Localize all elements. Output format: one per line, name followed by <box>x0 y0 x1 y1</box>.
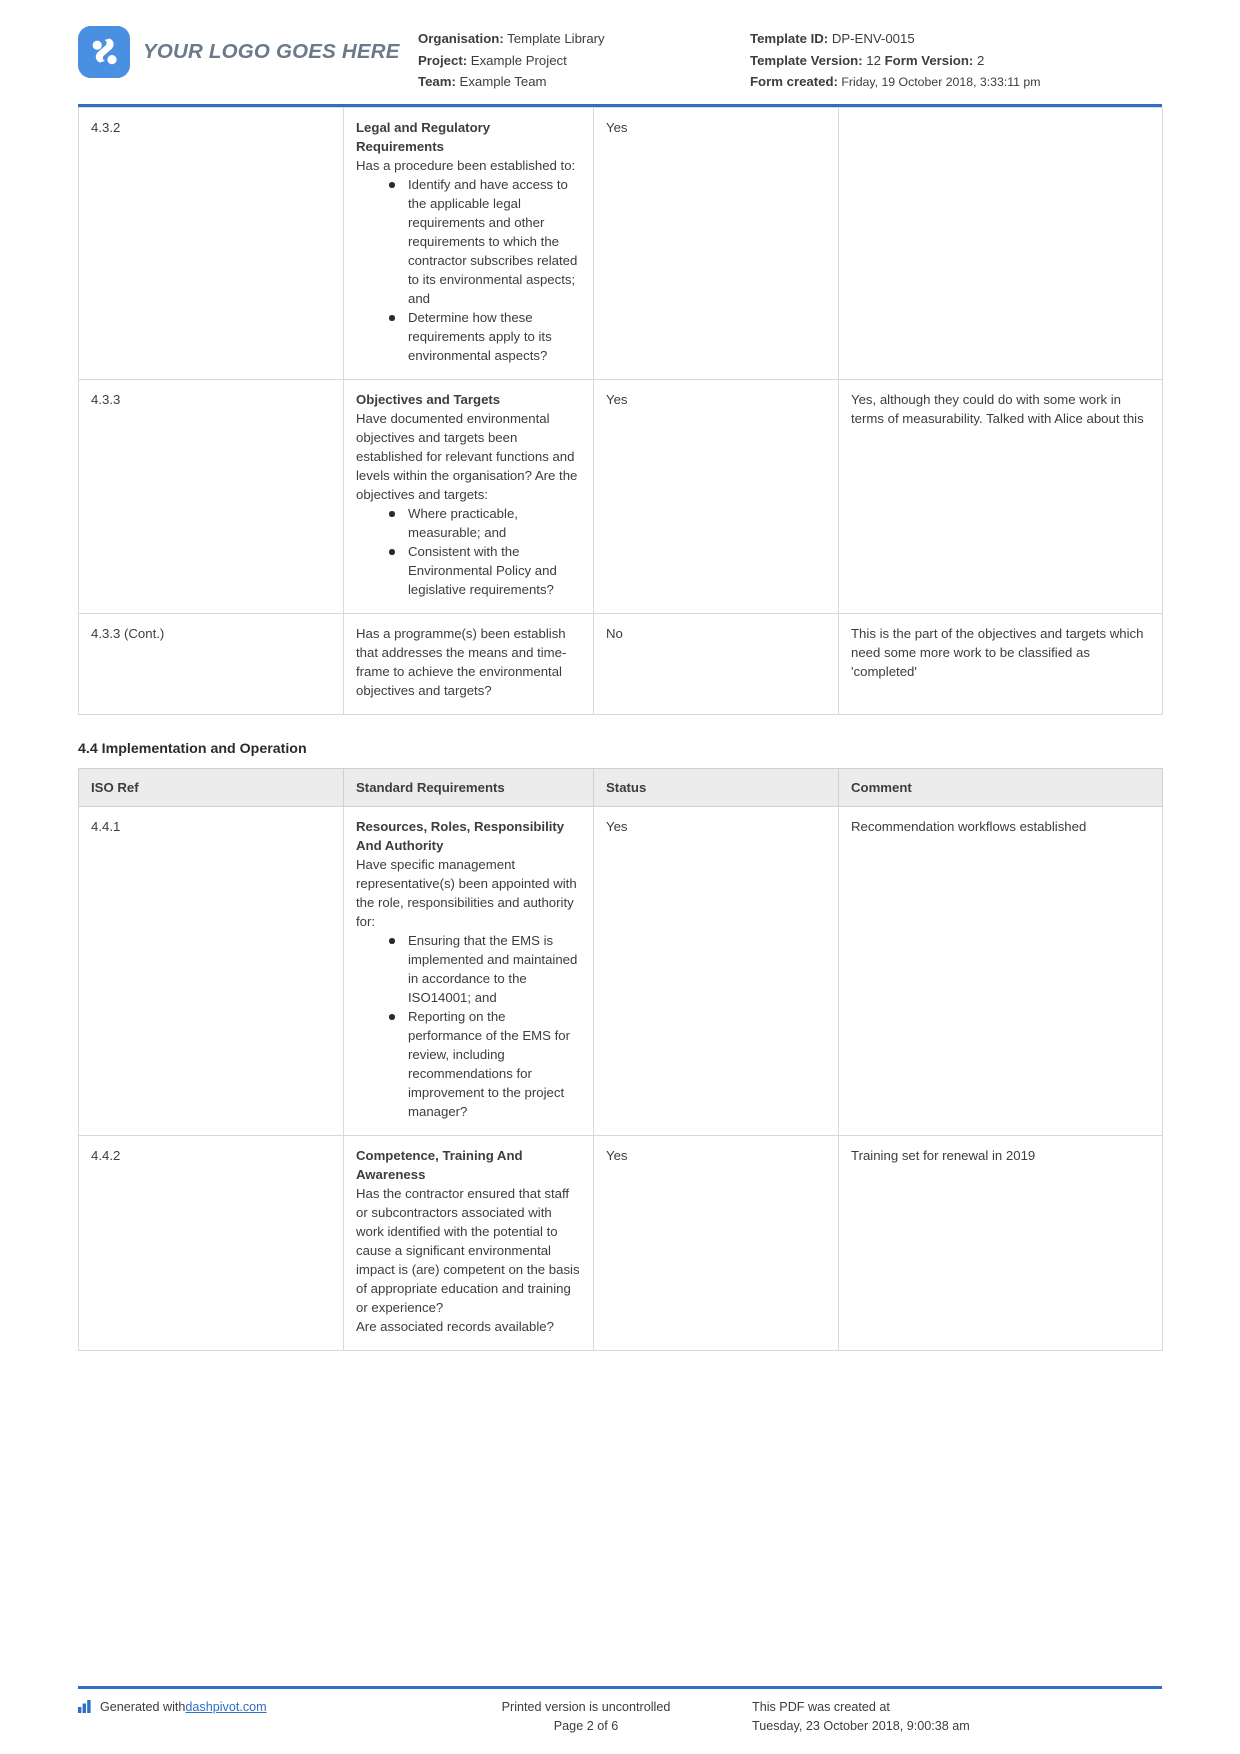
cell-comment: Yes, although they could do with some work in terms of measurability. Talked with Alice about this <box>839 379 1163 613</box>
cell-iso-ref: 4.3.2 <box>79 107 344 379</box>
list-item: Reporting on the performance of the EMS for review, including recommendations for improvement to the project manager? <box>408 1007 581 1121</box>
requirement-intro: Has the contractor ensured that staff or subcontractors associated with work identified with the potential to cause a significant environmental impact is (are) competent on the basis of appropriate education and training or experience? <box>356 1185 580 1315</box>
form-created-value: Friday, 19 October 2018, 3:33:11 pm <box>837 75 1041 89</box>
cell-status: No <box>594 613 839 714</box>
cell-status: Yes <box>594 107 839 379</box>
header-meta-right <box>750 18 1162 94</box>
checklist-table-4-4 <box>78 768 1163 1351</box>
table-row <box>79 1135 1163 1350</box>
footer-generated-with <box>78 1698 420 1736</box>
company-logo-icon <box>78 26 130 78</box>
cell-status: Yes <box>594 1135 839 1350</box>
list-item: Consistent with the Environmental Policy and legislative requirements? <box>408 542 581 599</box>
list-item: Determine how these requirements apply to its environmental aspects? <box>408 308 581 365</box>
table-row <box>79 379 1163 613</box>
footer-divider <box>78 1686 1162 1689</box>
team-label: Team: <box>418 74 456 89</box>
cell-standard-requirements <box>344 107 594 379</box>
table-row <box>79 107 1163 379</box>
organisation-line <box>418 28 750 50</box>
logo-block <box>78 18 418 78</box>
section-heading-4-4: 4.4 Implementation and Operation <box>78 740 307 757</box>
form-created-label: Form created: <box>750 74 838 89</box>
cell-comment: Training set for renewal in 2019 <box>839 1135 1163 1350</box>
template-version-value: 12 <box>862 52 885 68</box>
table-row <box>79 613 1163 714</box>
requirement-intro: Has a programme(s) been establish that addresses the means and time-frame to achieve the environmental objectives and targets? <box>356 625 567 698</box>
project-line <box>418 50 750 72</box>
requirement-bullets <box>356 504 581 599</box>
form-version-value: 2 <box>973 52 985 68</box>
dashpivot-link[interactable]: dashpivot.com <box>185 1700 267 1714</box>
table-header-row <box>79 768 1163 806</box>
version-line <box>750 50 1162 72</box>
column-header-status: Status <box>594 768 839 806</box>
team-value: Example Team <box>455 74 547 89</box>
footer-printed-notice: Printed version is uncontrolled <box>501 1700 671 1714</box>
requirement-title: Legal and Regulatory Requirements <box>356 119 491 154</box>
cell-iso-ref: 4.4.2 <box>79 1135 344 1350</box>
cell-status: Yes <box>594 806 839 1135</box>
project-value: Example Project <box>467 52 567 68</box>
checklist-table-4-4-head <box>79 768 1163 806</box>
cell-iso-ref: 4.3.3 <box>79 379 344 613</box>
requirement-title: Objectives and Targets <box>356 391 501 407</box>
cell-iso-ref: 4.3.3 (Cont.) <box>79 613 344 714</box>
cell-status: Yes <box>594 379 839 613</box>
footer-created-timestamp: Tuesday, 23 October 2018, 9:00:38 am <box>752 1719 970 1733</box>
organisation-value: Template Library <box>503 31 605 46</box>
column-header-standard-requirements: Standard Requirements <box>344 768 594 806</box>
cell-standard-requirements <box>344 806 594 1135</box>
checklist-table-4-4-body <box>79 806 1163 1350</box>
requirement-bullets <box>356 931 581 1121</box>
cell-comment: This is the part of the objectives and targets which need some more work to be classified as 'completed' <box>839 613 1163 714</box>
cell-comment: Recommendation workflows established <box>839 806 1163 1135</box>
team-line <box>418 71 750 93</box>
footer-created-label: This PDF was created at <box>752 1700 890 1714</box>
checklist-table-continued-body <box>79 107 1163 714</box>
checklist-table-continued <box>78 107 1163 715</box>
form-version-label: Form Version: <box>884 52 974 68</box>
template-id-value: DP-ENV-0015 <box>828 31 915 46</box>
list-item: Where practicable, measurable; and <box>408 504 581 542</box>
template-id-label: Template ID: <box>750 31 829 46</box>
cell-standard-requirements <box>344 1135 594 1350</box>
footer-center-block <box>420 1698 752 1736</box>
template-version-label: Template Version: <box>750 52 863 68</box>
footer-created-block <box>752 1698 1162 1736</box>
footer-page-number: Page 2 of 6 <box>553 1719 619 1733</box>
list-item: Ensuring that the EMS is implemented and maintained in accordance to the ISO14001; and <box>408 931 581 1007</box>
requirement-title: Resources, Roles, Responsibility And Authority <box>356 818 565 853</box>
logo-text: YOUR LOGO GOES HERE <box>143 40 400 63</box>
requirement-intro: Has a procedure been established to: <box>356 157 576 173</box>
document-header <box>78 18 1162 102</box>
requirement-title: Competence, Training And Awareness <box>356 1147 523 1182</box>
organisation-label: Organisation: <box>418 31 504 46</box>
cell-iso-ref: 4.4.1 <box>79 806 344 1135</box>
cell-standard-requirements <box>344 613 594 714</box>
list-item: Identify and have access to the applicable legal requirements and other requirements to which the contractor subscribes related to its environmental aspects; and <box>408 175 581 308</box>
template-id-line <box>750 28 1162 50</box>
form-created-line <box>750 71 1162 94</box>
bar-chart-icon <box>78 1700 93 1719</box>
footer-generated-label: Generated with <box>100 1700 186 1714</box>
requirement-outro: Are associated records available? <box>356 1318 554 1334</box>
cell-comment <box>839 107 1163 379</box>
cell-standard-requirements <box>344 379 594 613</box>
header-meta-left <box>418 18 750 93</box>
column-header-comment: Comment <box>839 768 1163 806</box>
requirement-bullets <box>356 175 581 365</box>
document-footer <box>78 1686 1162 1736</box>
column-header-iso-ref: ISO Ref <box>79 768 344 806</box>
requirement-intro: Have specific management representative(s) been appointed with the role, responsibilities and authority for: <box>356 856 577 929</box>
table-row <box>79 806 1163 1135</box>
project-label: Project: <box>418 52 468 68</box>
requirement-intro: Have documented environmental objectives and targets been established for relevant functions and levels within the organisation? Are the objectives and targets: <box>356 410 578 502</box>
